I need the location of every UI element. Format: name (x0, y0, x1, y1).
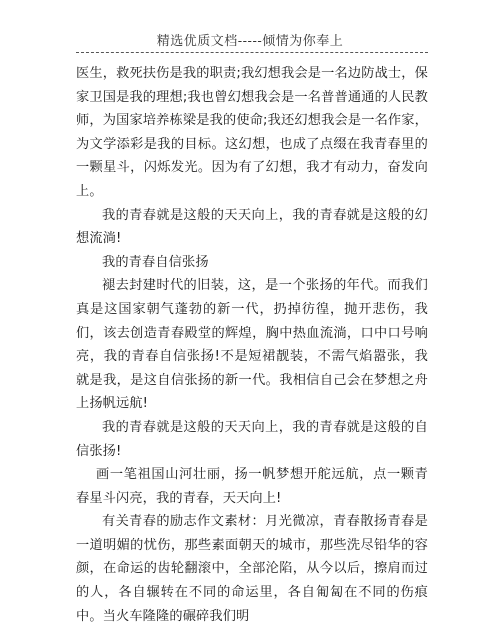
paragraph-confidence: 褪去封建时代的旧装，这，是一个张扬的年代。而我们真是这国家朝气蓬勃的新一代，扔掉彷徨，抛开悲伤，我们，该去创造青春殿堂的辉煌，胸中热血流淌，口中口号响亮，我的青春自信张扬!不是短裙靓装，不需气焰嚣张，我就是我，是这自信张扬的新一代。我相信自己会在梦想之舟上扬帆远航! (76, 278, 428, 412)
section-heading-confidence: 我的青春自信张扬 (102, 254, 209, 270)
document-body (76, 62, 428, 628)
paragraph-refrain-dreams: 我的青春就是这般的天天向上，我的青春就是这般的幻想流淌! (76, 207, 428, 247)
paragraph-refrain-confidence: 我的青春就是这般的天天向上，我的青春就是这般的自信张扬! (76, 419, 428, 459)
paragraph-motherland: 画一笔祖国山河壮丽，扬一帆梦想开舵远航，点一颗青春星斗闪亮，我的青春，天天向上! (76, 467, 428, 506)
document-header: 精选优质文档-----倾情为你奉上 (156, 34, 344, 49)
header-divider (76, 52, 428, 53)
paragraph-material: 有关青春的励志作文素材：月光微凉，青春散扬青春是一道明媚的忧伤，那些素面朝天的城市，那些洗尽铅华的容颜，在命运的齿轮翻滚中，全部沦陷，从今以后，擦肩而过的人，各自辗转在不同的命运里，各自匍匐在不同的伤痕中。当火车隆隆的碾碎我们明 (76, 514, 428, 624)
paragraph-dreams: 医生，救死扶伤是我的职责;我幻想我会是一名边防战士，保家卫国是我的理想;我也曾幻想我会是一名普普通通的人民教师，为国家培养栋梁是我的使命;我还幻想我会是一名作家，为文学添彩是我的目标。这幻想，也成了点缀在我青春里的一颗星斗，闪烁发光。因为有了幻想，我才有动力，奋发向上。 (76, 66, 428, 199)
